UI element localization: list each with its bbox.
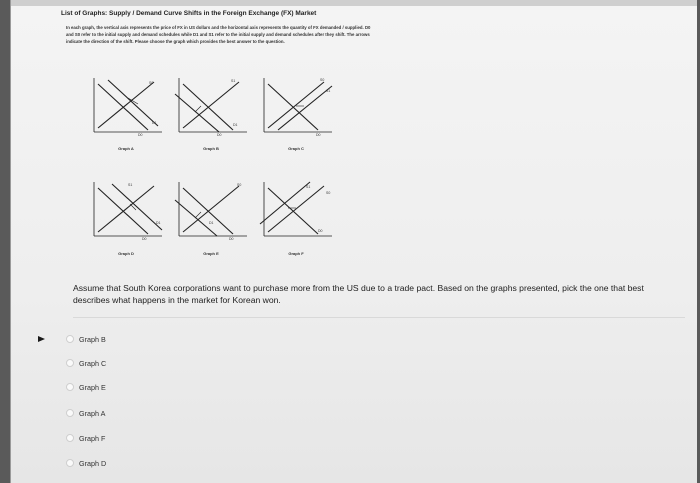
graph-b-curve-3: D0 bbox=[217, 133, 222, 136]
graph-e bbox=[171, 180, 251, 240]
answer-option-6[interactable] bbox=[66, 457, 106, 469]
radio-button-icon[interactable] bbox=[66, 459, 74, 467]
answer-option-label: Graph B bbox=[79, 334, 106, 344]
radio-button-icon[interactable] bbox=[66, 434, 74, 442]
graph-f bbox=[256, 180, 336, 240]
top-toolbar bbox=[11, 0, 697, 6]
question-text: Assume that South Korea corporations want to purchase more from the US due to a trade pact. Based on the graphs presented, pick the one that best describes what happens in the market for Korean won. bbox=[73, 283, 644, 305]
divider bbox=[73, 317, 685, 318]
answer-option-label: Graph F bbox=[79, 433, 106, 443]
answer-option-label: Graph E bbox=[79, 382, 106, 392]
radio-button-icon[interactable] bbox=[66, 409, 74, 417]
graph-d bbox=[86, 180, 166, 240]
answer-option-4[interactable] bbox=[66, 407, 105, 419]
graph-d-curve-1: S1 bbox=[128, 183, 133, 187]
graph-b-curve-1: S1 bbox=[231, 79, 236, 83]
worksheet-intro: In each graph, the vertical axis represents the price of FX in US dollars and the horizontal axis represents the quantity of FX demanded / supplied. D0 and S0 refer to the initial supply and demand schedules while D1 and S1 refer to the initial supply and demand schedules after they shift. The arrows indicate the direction of the shift. Please choose the graph which provides the best answer to the question. bbox=[66, 25, 371, 45]
answer-option-5[interactable] bbox=[66, 432, 105, 444]
graph-c-curve-3: D0 bbox=[316, 133, 321, 136]
graph-f-curve-3: D0 bbox=[318, 229, 323, 233]
graph-a-label: Graph A bbox=[118, 146, 134, 151]
answer-option-3[interactable] bbox=[66, 381, 106, 393]
graph-c bbox=[256, 76, 336, 136]
graph-b bbox=[171, 76, 251, 136]
graph-c-label: Graph C bbox=[288, 146, 304, 151]
graph-d-curve-3: D0 bbox=[142, 237, 147, 240]
graph-f-label: Graph F bbox=[288, 251, 304, 256]
answer-option-label: Graph A bbox=[79, 408, 106, 418]
quiz-page bbox=[10, 0, 697, 483]
answer-option-1[interactable] bbox=[66, 333, 106, 345]
graph-e-curve-1: S0 bbox=[237, 183, 242, 187]
radio-button-icon[interactable] bbox=[66, 359, 74, 367]
graph-c-curve-2: S1 bbox=[326, 89, 331, 93]
graph-c-curve-1: S0 bbox=[320, 78, 325, 82]
graph-e-label: Graph E bbox=[203, 251, 219, 256]
graph-d-label: Graph D bbox=[118, 251, 134, 256]
graph-e-curve-3: D0 bbox=[229, 237, 234, 240]
answer-option-label: Graph C bbox=[79, 358, 107, 368]
worksheet-title: List of Graphs: Supply / Demand Curve Shifts in the Foreign Exchange (FX) Market bbox=[61, 10, 317, 17]
radio-button-icon[interactable] bbox=[66, 383, 74, 391]
mouse-pointer-icon bbox=[38, 336, 45, 342]
graph-a-curve-3: D0 bbox=[138, 133, 143, 136]
answer-option-label: Graph D bbox=[79, 458, 107, 468]
graph-a bbox=[86, 76, 166, 136]
graph-f-curve-1: S1 bbox=[306, 185, 311, 189]
graph-b-label: Graph B bbox=[203, 146, 219, 151]
graph-e-curve-2: D1 bbox=[209, 221, 214, 225]
graph-f-curve-2: S0 bbox=[326, 191, 331, 195]
graph-b-curve-2: D1 bbox=[233, 123, 238, 127]
graph-a-curve-2: D1 bbox=[152, 121, 157, 125]
graph-d-curve-2: D1 bbox=[156, 221, 161, 225]
graph-a-curve-1: S0 bbox=[149, 81, 154, 85]
radio-button-icon[interactable] bbox=[66, 335, 74, 343]
answer-option-2[interactable] bbox=[66, 357, 106, 369]
